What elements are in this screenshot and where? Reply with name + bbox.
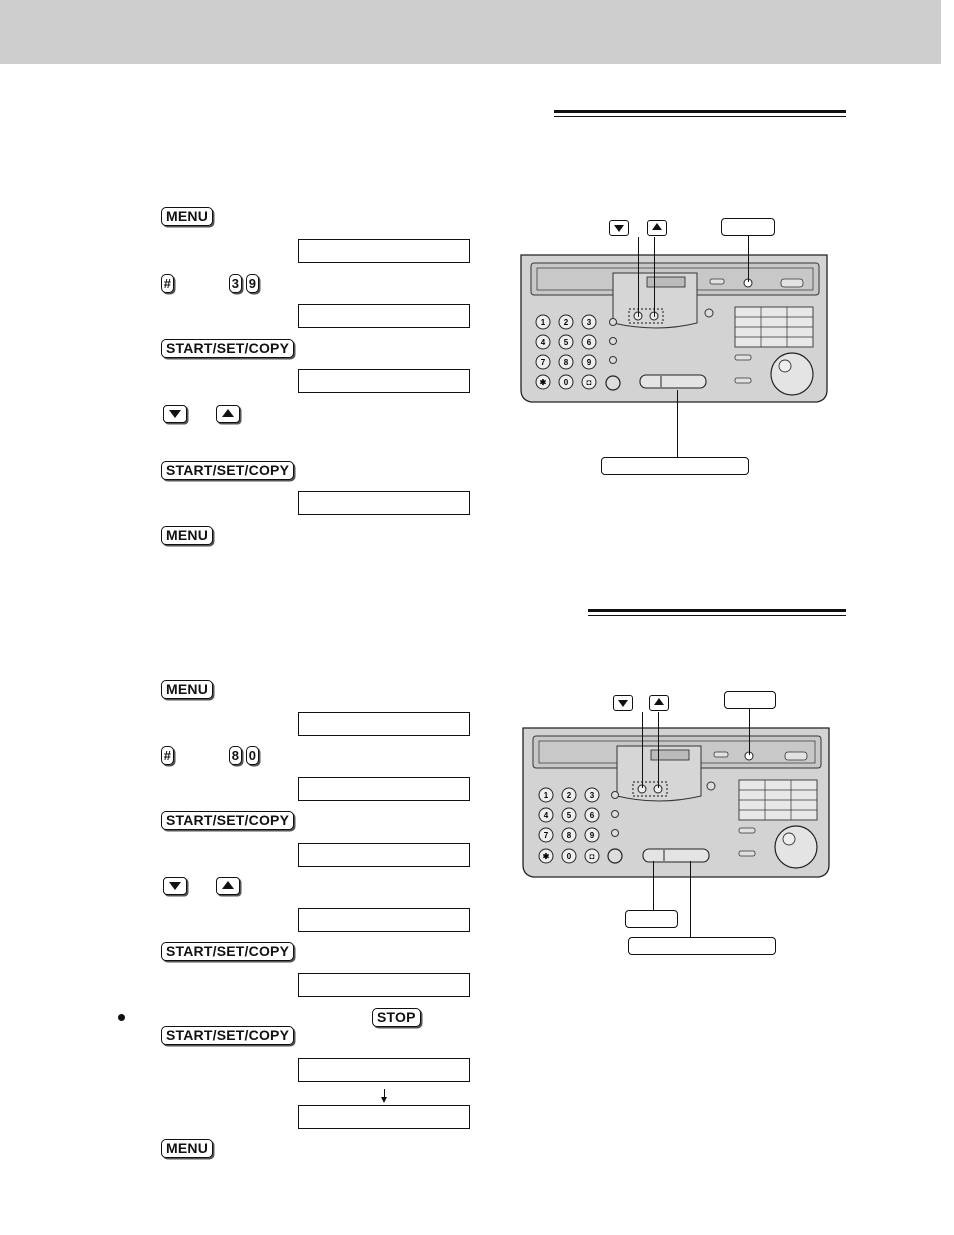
svg-text:5: 5	[566, 811, 572, 820]
button-callout-box	[625, 910, 678, 928]
hash-key: #	[161, 746, 174, 765]
svg-text:9: 9	[589, 831, 595, 840]
svg-text:5: 5	[563, 338, 569, 347]
start-set-copy-key: START/SET/COPY	[161, 942, 294, 961]
leader-line	[690, 861, 691, 938]
fax-panel-drawing	[519, 690, 837, 890]
down-flow-arrow-icon	[384, 1089, 385, 1099]
button-callout-box	[628, 937, 776, 955]
svg-text:7: 7	[540, 358, 546, 367]
hash-key: #	[161, 274, 174, 293]
digit-key-8: 8	[229, 746, 242, 765]
down-arrow-callout-icon	[613, 695, 633, 711]
menu-key: MENU	[161, 526, 213, 545]
svg-text:8: 8	[563, 358, 569, 367]
svg-text:6: 6	[589, 811, 595, 820]
button-callout-box	[721, 218, 775, 236]
up-arrow-key-icon	[216, 877, 240, 895]
start-set-copy-key: START/SET/COPY	[161, 1026, 294, 1045]
svg-text:✱: ✱	[542, 852, 550, 861]
svg-text:3: 3	[586, 318, 592, 327]
svg-text:8: 8	[566, 831, 572, 840]
section1-title-rule-thin	[554, 116, 846, 117]
bullet-point	[118, 1014, 125, 1021]
display-box	[298, 1105, 470, 1129]
start-set-copy-key: START/SET/COPY	[161, 461, 294, 480]
fax-panel-drawing	[517, 215, 835, 475]
digit-key-3: 3	[229, 274, 242, 293]
section1-title-rule	[554, 110, 846, 113]
stop-key: STOP	[372, 1008, 421, 1027]
leader-line	[638, 237, 639, 317]
display-box	[298, 777, 470, 801]
digit-key-9: 9	[246, 274, 259, 293]
display-box	[298, 908, 470, 932]
leader-line	[748, 236, 749, 282]
svg-text:4: 4	[543, 811, 549, 820]
svg-text:0: 0	[566, 852, 572, 861]
down-arrow-callout-icon	[609, 220, 629, 236]
leader-line	[677, 390, 678, 457]
display-box	[298, 491, 470, 515]
start-set-copy-key: START/SET/COPY	[161, 339, 294, 358]
display-box	[298, 369, 470, 393]
display-box	[298, 1058, 470, 1082]
up-arrow-callout-icon	[647, 220, 667, 236]
display-box	[298, 239, 470, 263]
menu-key: MENU	[161, 1139, 213, 1158]
up-arrow-callout-icon	[649, 695, 669, 711]
leader-line	[749, 709, 750, 755]
svg-text:4: 4	[540, 338, 546, 347]
svg-text:◘: ◘	[586, 378, 592, 387]
svg-text:✱: ✱	[539, 378, 547, 387]
display-box	[298, 843, 470, 867]
leader-line	[642, 712, 643, 788]
svg-text:2: 2	[566, 791, 572, 800]
button-callout-box	[601, 457, 749, 475]
menu-key: MENU	[161, 207, 213, 226]
leader-line	[658, 712, 659, 788]
down-arrow-key-icon	[163, 405, 187, 423]
svg-text:1: 1	[543, 791, 549, 800]
display-box	[298, 973, 470, 997]
section2-title-rule-thin	[588, 615, 846, 616]
svg-text:9: 9	[586, 358, 592, 367]
button-callout-box	[724, 691, 776, 709]
svg-text:2: 2	[563, 318, 569, 327]
svg-text:0: 0	[563, 378, 569, 387]
fax-panel-illustration-2	[519, 690, 837, 958]
svg-text:6: 6	[586, 338, 592, 347]
page-header-bar	[0, 0, 941, 64]
section2-title-rule	[588, 609, 846, 612]
menu-key: MENU	[161, 680, 213, 699]
svg-text:3: 3	[589, 791, 595, 800]
svg-text:◘: ◘	[589, 852, 595, 861]
digit-key-0: 0	[246, 746, 259, 765]
up-arrow-key-icon	[216, 405, 240, 423]
down-arrow-key-icon	[163, 877, 187, 895]
svg-text:1: 1	[540, 318, 546, 327]
display-box	[298, 712, 470, 736]
fax-panel-illustration-1	[517, 215, 835, 475]
leader-line	[653, 861, 654, 911]
start-set-copy-key: START/SET/COPY	[161, 811, 294, 830]
leader-line	[654, 237, 655, 317]
svg-text:7: 7	[543, 831, 549, 840]
display-box	[298, 304, 470, 328]
